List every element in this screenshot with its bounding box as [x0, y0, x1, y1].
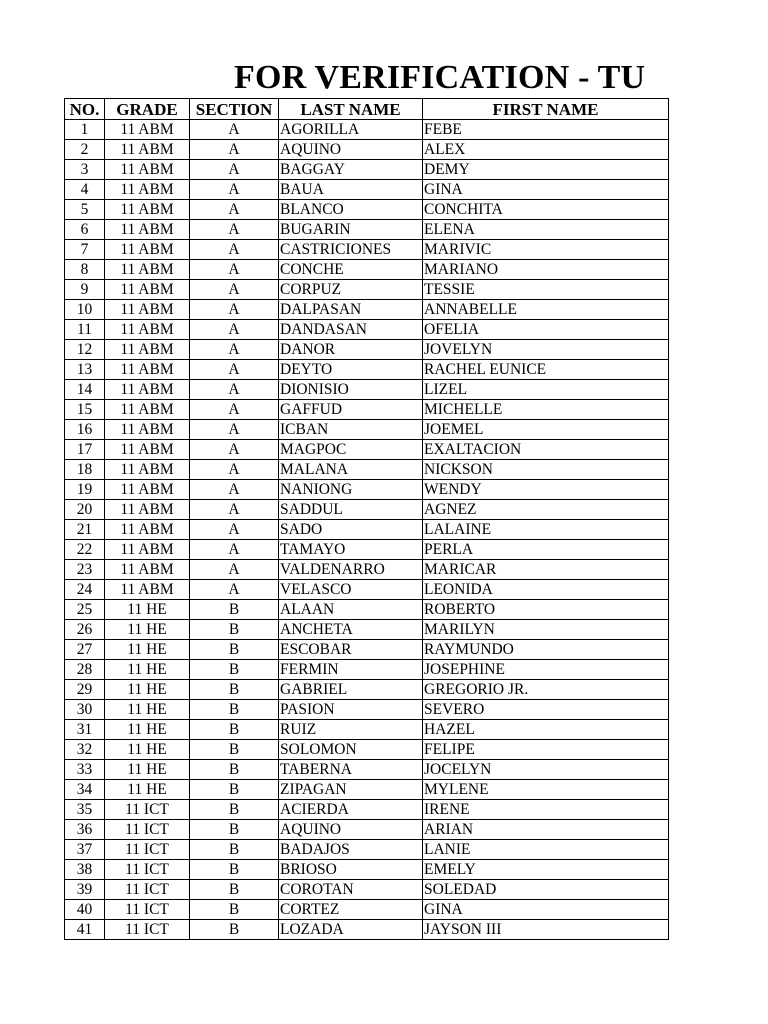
cell-section: B [190, 600, 279, 620]
header-section: SECTION [190, 99, 279, 120]
cell-grade: 11 ICT [105, 880, 190, 900]
table-row [65, 760, 669, 780]
cell-first-name: CONCHITA [423, 200, 669, 220]
cell-grade: 11 ABM [105, 540, 190, 560]
cell-grade: 11 ABM [105, 340, 190, 360]
cell-first-name: EMELY [423, 860, 669, 880]
cell-section: A [190, 580, 279, 600]
cell-no: 16 [65, 420, 105, 440]
table-row [65, 600, 669, 620]
cell-first-name: ALEX [423, 140, 669, 160]
cell-no: 15 [65, 400, 105, 420]
cell-no: 22 [65, 540, 105, 560]
cell-first-name: MYLENE [423, 780, 669, 800]
cell-grade: 11 ABM [105, 320, 190, 340]
table-row [65, 880, 669, 900]
cell-section: A [190, 260, 279, 280]
table-row [65, 920, 669, 940]
cell-no: 36 [65, 820, 105, 840]
cell-last-name: ZIPAGAN [279, 780, 423, 800]
cell-no: 40 [65, 900, 105, 920]
cell-section: B [190, 860, 279, 880]
cell-last-name: COROTAN [279, 880, 423, 900]
cell-section: A [190, 380, 279, 400]
cell-section: B [190, 760, 279, 780]
cell-section: B [190, 680, 279, 700]
cell-section: A [190, 240, 279, 260]
table-row [65, 680, 669, 700]
cell-section: A [190, 120, 279, 140]
cell-grade: 11 ABM [105, 500, 190, 520]
cell-first-name: MICHELLE [423, 400, 669, 420]
cell-grade: 11 ABM [105, 260, 190, 280]
cell-no: 4 [65, 180, 105, 200]
cell-last-name: DEYTO [279, 360, 423, 380]
cell-last-name: BAUA [279, 180, 423, 200]
cell-grade: 11 ICT [105, 800, 190, 820]
header-row [65, 99, 669, 120]
cell-first-name: JOCELYN [423, 760, 669, 780]
cell-grade: 11 ABM [105, 480, 190, 500]
header-grade: GRADE [105, 99, 190, 120]
cell-last-name: NANIONG [279, 480, 423, 500]
cell-first-name: DEMY [423, 160, 669, 180]
cell-section: A [190, 500, 279, 520]
cell-grade: 11 ABM [105, 460, 190, 480]
cell-grade: 11 ABM [105, 160, 190, 180]
cell-no: 33 [65, 760, 105, 780]
cell-section: B [190, 780, 279, 800]
table-row [65, 500, 669, 520]
cell-last-name: SOLOMON [279, 740, 423, 760]
cell-no: 19 [65, 480, 105, 500]
cell-grade: 11 ABM [105, 120, 190, 140]
cell-grade: 11 HE [105, 780, 190, 800]
cell-section: B [190, 740, 279, 760]
cell-grade: 11 ABM [105, 140, 190, 160]
table-row [65, 420, 669, 440]
cell-last-name: BLANCO [279, 200, 423, 220]
cell-first-name: RAYMUNDO [423, 640, 669, 660]
cell-first-name: TESSIE [423, 280, 669, 300]
table-row [65, 840, 669, 860]
cell-no: 1 [65, 120, 105, 140]
cell-section: B [190, 620, 279, 640]
table-row [65, 820, 669, 840]
table-row [65, 560, 669, 580]
cell-section: B [190, 900, 279, 920]
cell-last-name: CONCHE [279, 260, 423, 280]
cell-last-name: CASTRICIONES [279, 240, 423, 260]
cell-grade: 11 HE [105, 760, 190, 780]
cell-no: 23 [65, 560, 105, 580]
cell-section: B [190, 920, 279, 940]
cell-last-name: CORPUZ [279, 280, 423, 300]
cell-last-name: LOZADA [279, 920, 423, 940]
cell-first-name: MARIANO [423, 260, 669, 280]
cell-no: 3 [65, 160, 105, 180]
table-row [65, 340, 669, 360]
cell-last-name: FERMIN [279, 660, 423, 680]
cell-no: 34 [65, 780, 105, 800]
cell-first-name: AGNEZ [423, 500, 669, 520]
cell-last-name: AQUINO [279, 820, 423, 840]
cell-section: A [190, 440, 279, 460]
cell-no: 13 [65, 360, 105, 380]
cell-first-name: LEONIDA [423, 580, 669, 600]
cell-section: A [190, 300, 279, 320]
cell-no: 11 [65, 320, 105, 340]
cell-last-name: SADDUL [279, 500, 423, 520]
table-row [65, 360, 669, 380]
cell-section: B [190, 700, 279, 720]
cell-first-name: LANIE [423, 840, 669, 860]
cell-grade: 11 ICT [105, 900, 190, 920]
cell-grade: 11 ICT [105, 840, 190, 860]
cell-last-name: GAFFUD [279, 400, 423, 420]
cell-section: A [190, 180, 279, 200]
cell-grade: 11 HE [105, 680, 190, 700]
cell-no: 37 [65, 840, 105, 860]
cell-grade: 11 HE [105, 600, 190, 620]
cell-section: A [190, 160, 279, 180]
table-row [65, 400, 669, 420]
cell-no: 20 [65, 500, 105, 520]
cell-first-name: ARIAN [423, 820, 669, 840]
cell-no: 21 [65, 520, 105, 540]
cell-grade: 11 HE [105, 660, 190, 680]
cell-first-name: WENDY [423, 480, 669, 500]
cell-no: 26 [65, 620, 105, 640]
cell-grade: 11 ABM [105, 580, 190, 600]
cell-grade: 11 ABM [105, 220, 190, 240]
cell-last-name: ANCHETA [279, 620, 423, 640]
table-row [65, 520, 669, 540]
table-row [65, 320, 669, 340]
cell-section: B [190, 800, 279, 820]
cell-first-name: IRENE [423, 800, 669, 820]
cell-first-name: JAYSON III [423, 920, 669, 940]
table-row [65, 200, 669, 220]
cell-first-name: JOVELYN [423, 340, 669, 360]
cell-section: A [190, 140, 279, 160]
cell-grade: 11 ABM [105, 560, 190, 580]
cell-no: 5 [65, 200, 105, 220]
cell-no: 31 [65, 720, 105, 740]
cell-no: 41 [65, 920, 105, 940]
cell-first-name: GINA [423, 180, 669, 200]
table-row [65, 460, 669, 480]
cell-section: A [190, 400, 279, 420]
cell-grade: 11 ABM [105, 400, 190, 420]
cell-last-name: VELASCO [279, 580, 423, 600]
table-row [65, 640, 669, 660]
cell-no: 30 [65, 700, 105, 720]
cell-section: A [190, 200, 279, 220]
cell-last-name: MALANA [279, 460, 423, 480]
cell-grade: 11 ICT [105, 820, 190, 840]
table-row [65, 380, 669, 400]
cell-last-name: ICBAN [279, 420, 423, 440]
cell-grade: 11 HE [105, 720, 190, 740]
cell-first-name: FELIPE [423, 740, 669, 760]
cell-last-name: GABRIEL [279, 680, 423, 700]
cell-last-name: AGORILLA [279, 120, 423, 140]
cell-grade: 11 ICT [105, 920, 190, 940]
cell-first-name: SEVERO [423, 700, 669, 720]
table-row [65, 860, 669, 880]
cell-no: 29 [65, 680, 105, 700]
cell-first-name: SOLEDAD [423, 880, 669, 900]
cell-no: 7 [65, 240, 105, 260]
cell-grade: 11 ABM [105, 420, 190, 440]
cell-grade: 11 ABM [105, 520, 190, 540]
cell-section: A [190, 340, 279, 360]
cell-grade: 11 HE [105, 640, 190, 660]
table-row [65, 800, 669, 820]
cell-last-name: SADO [279, 520, 423, 540]
cell-grade: 11 ABM [105, 360, 190, 380]
cell-first-name: RACHEL EUNICE [423, 360, 669, 380]
table-row [65, 220, 669, 240]
cell-first-name: EXALTACION [423, 440, 669, 460]
cell-grade: 11 ABM [105, 380, 190, 400]
table-row [65, 160, 669, 180]
cell-section: B [190, 640, 279, 660]
roster-table [64, 98, 669, 940]
table-row [65, 580, 669, 600]
cell-no: 35 [65, 800, 105, 820]
cell-section: B [190, 880, 279, 900]
table-row [65, 300, 669, 320]
cell-section: A [190, 520, 279, 540]
table-row [65, 620, 669, 640]
header-first-name: FIRST NAME [423, 99, 669, 120]
cell-grade: 11 ABM [105, 180, 190, 200]
cell-no: 2 [65, 140, 105, 160]
cell-no: 38 [65, 860, 105, 880]
cell-grade: 11 HE [105, 620, 190, 640]
cell-last-name: CORTEZ [279, 900, 423, 920]
table-row [65, 280, 669, 300]
cell-last-name: TABERNA [279, 760, 423, 780]
header-no: NO. [65, 99, 105, 120]
cell-section: A [190, 480, 279, 500]
cell-section: A [190, 360, 279, 380]
cell-last-name: DANDASAN [279, 320, 423, 340]
cell-first-name: FEBE [423, 120, 669, 140]
cell-first-name: MARILYN [423, 620, 669, 640]
cell-section: A [190, 460, 279, 480]
cell-last-name: DALPASAN [279, 300, 423, 320]
cell-last-name: ACIERDA [279, 800, 423, 820]
cell-section: A [190, 560, 279, 580]
table-row [65, 240, 669, 260]
cell-grade: 11 ABM [105, 240, 190, 260]
cell-grade: 11 HE [105, 700, 190, 720]
cell-first-name: NICKSON [423, 460, 669, 480]
table-row [65, 900, 669, 920]
table-row [65, 480, 669, 500]
cell-last-name: BADAJOS [279, 840, 423, 860]
cell-last-name: RUIZ [279, 720, 423, 740]
table-row [65, 720, 669, 740]
cell-first-name: ANNABELLE [423, 300, 669, 320]
cell-section: A [190, 420, 279, 440]
cell-last-name: PASION [279, 700, 423, 720]
header-last-name: LAST NAME [279, 99, 423, 120]
cell-no: 6 [65, 220, 105, 240]
cell-last-name: VALDENARRO [279, 560, 423, 580]
table-row [65, 120, 669, 140]
cell-section: B [190, 820, 279, 840]
cell-grade: 11 ABM [105, 440, 190, 460]
cell-no: 25 [65, 600, 105, 620]
table-row [65, 700, 669, 720]
cell-last-name: TAMAYO [279, 540, 423, 560]
cell-no: 18 [65, 460, 105, 480]
cell-no: 17 [65, 440, 105, 460]
cell-last-name: ESCOBAR [279, 640, 423, 660]
cell-no: 10 [65, 300, 105, 320]
cell-last-name: DANOR [279, 340, 423, 360]
table-row [65, 440, 669, 460]
table-row [65, 660, 669, 680]
cell-no: 8 [65, 260, 105, 280]
table-row [65, 180, 669, 200]
cell-no: 27 [65, 640, 105, 660]
cell-no: 32 [65, 740, 105, 760]
cell-first-name: OFELIA [423, 320, 669, 340]
cell-grade: 11 ABM [105, 300, 190, 320]
cell-grade: 11 ABM [105, 280, 190, 300]
cell-last-name: MAGPOC [279, 440, 423, 460]
cell-section: A [190, 280, 279, 300]
cell-first-name: ROBERTO [423, 600, 669, 620]
cell-last-name: AQUINO [279, 140, 423, 160]
cell-section: A [190, 320, 279, 340]
cell-grade: 11 HE [105, 740, 190, 760]
cell-no: 14 [65, 380, 105, 400]
cell-first-name: GINA [423, 900, 669, 920]
cell-first-name: GREGORIO JR. [423, 680, 669, 700]
table-row [65, 740, 669, 760]
table-row [65, 260, 669, 280]
cell-section: B [190, 660, 279, 680]
cell-section: A [190, 540, 279, 560]
page-title: FOR VERIFICATION - TU [234, 59, 646, 96]
cell-section: A [190, 220, 279, 240]
cell-first-name: LALAINE [423, 520, 669, 540]
table-row [65, 140, 669, 160]
cell-first-name: LIZEL [423, 380, 669, 400]
cell-first-name: JOEMEL [423, 420, 669, 440]
cell-no: 39 [65, 880, 105, 900]
cell-no: 24 [65, 580, 105, 600]
cell-last-name: DIONISIO [279, 380, 423, 400]
cell-last-name: ALAAN [279, 600, 423, 620]
cell-section: B [190, 840, 279, 860]
roster-body [65, 120, 669, 940]
cell-first-name: PERLA [423, 540, 669, 560]
cell-first-name: MARICAR [423, 560, 669, 580]
cell-last-name: BAGGAY [279, 160, 423, 180]
cell-first-name: ELENA [423, 220, 669, 240]
cell-first-name: MARIVIC [423, 240, 669, 260]
table-row [65, 540, 669, 560]
cell-grade: 11 ABM [105, 200, 190, 220]
cell-no: 12 [65, 340, 105, 360]
cell-first-name: JOSEPHINE [423, 660, 669, 680]
table-row [65, 780, 669, 800]
cell-no: 9 [65, 280, 105, 300]
cell-last-name: BUGARIN [279, 220, 423, 240]
cell-grade: 11 ICT [105, 860, 190, 880]
cell-no: 28 [65, 660, 105, 680]
cell-first-name: HAZEL [423, 720, 669, 740]
cell-last-name: BRIOSO [279, 860, 423, 880]
cell-section: B [190, 720, 279, 740]
